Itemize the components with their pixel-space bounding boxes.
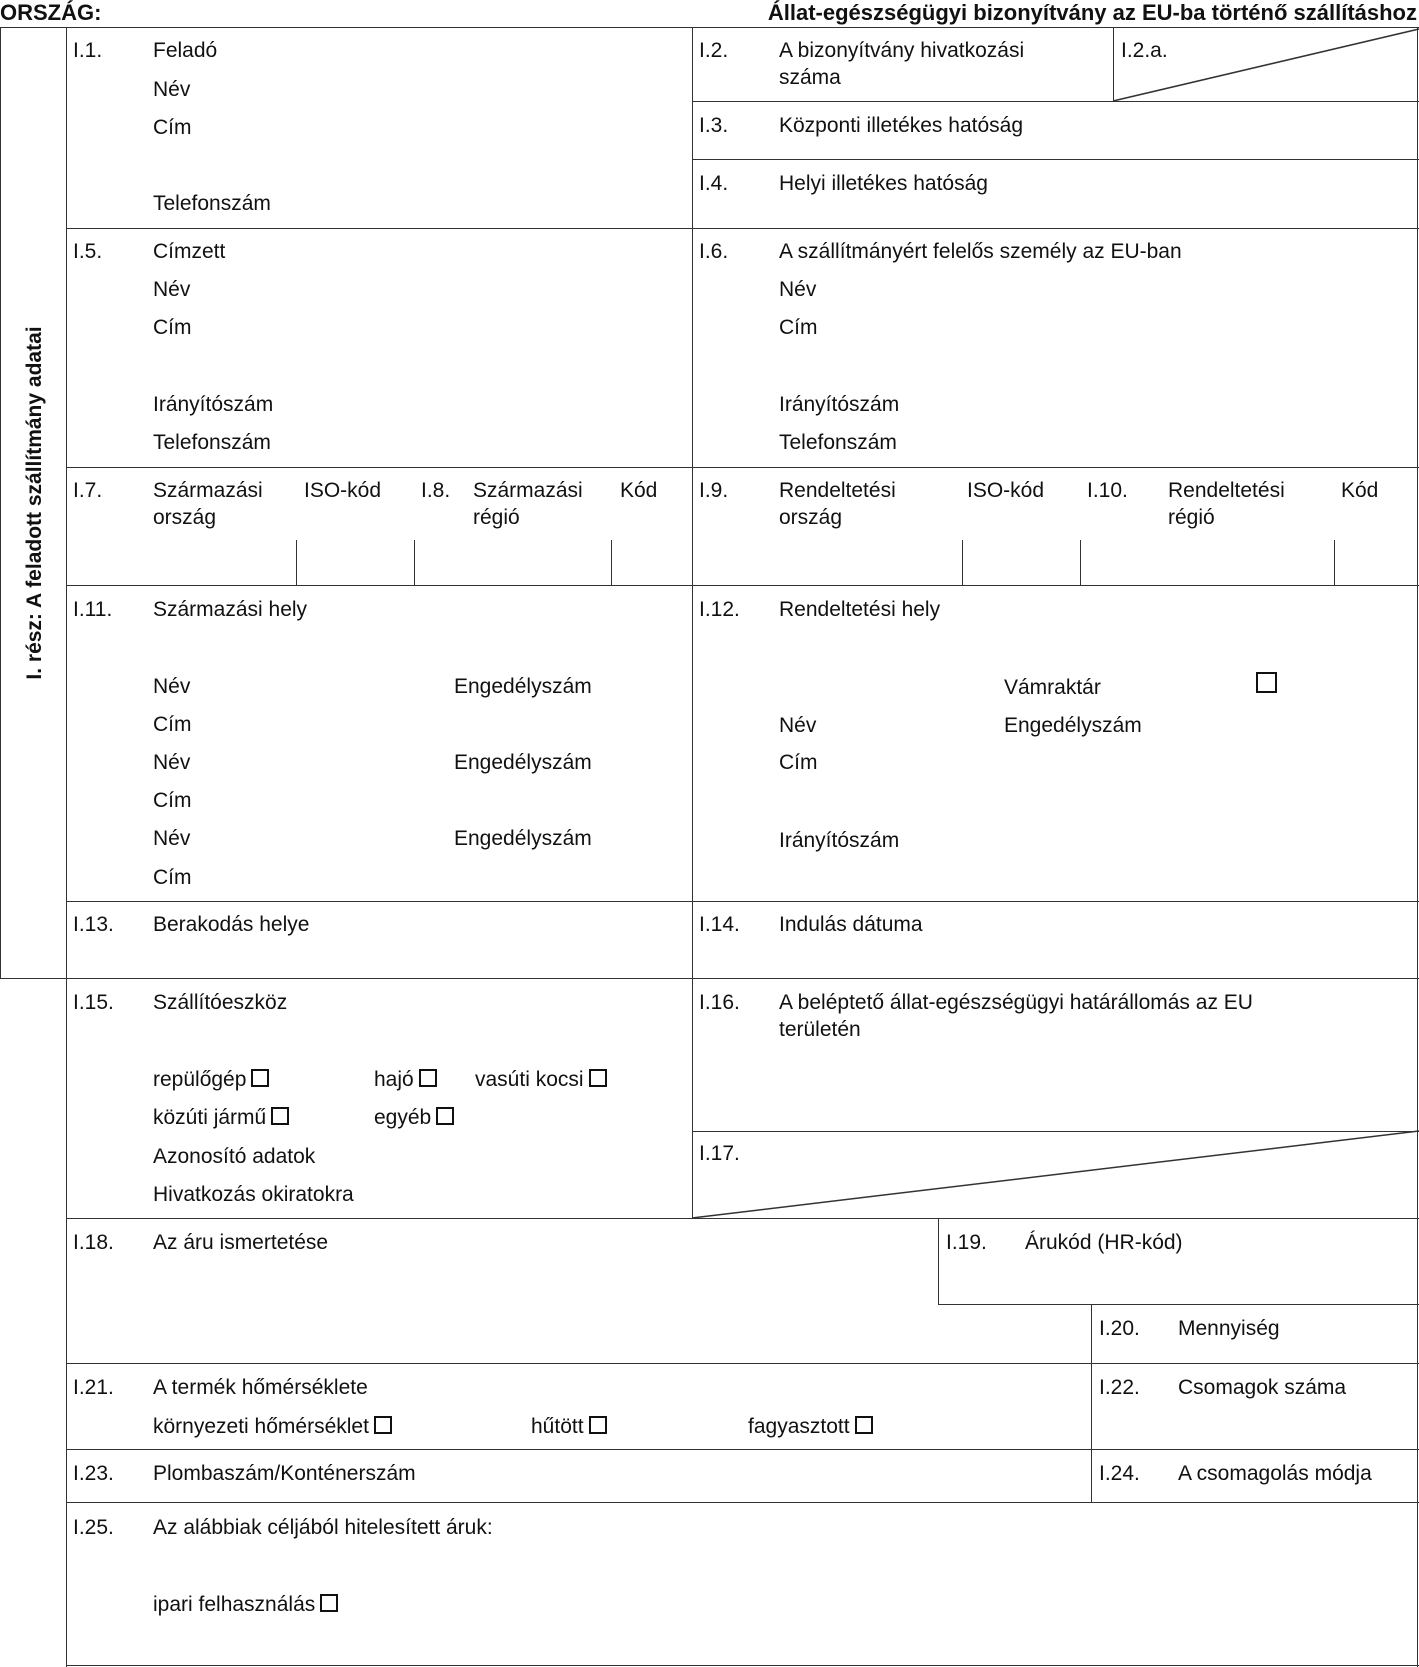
field-number: I.19. [946, 1231, 987, 1254]
option-road [153, 1105, 289, 1131]
license-label: Engedélyszám [454, 751, 592, 774]
field-title: A szállítmányért felelős személy az EU-ban [779, 240, 1182, 263]
railway-checkbox[interactable] [589, 1069, 607, 1087]
option-chilled [531, 1414, 607, 1440]
field-title: Szállítóeszköz [153, 991, 288, 1014]
field-number: I.13. [73, 913, 114, 936]
ship-label: hajó [374, 1068, 414, 1091]
phone-label: Telefonszám [153, 192, 271, 215]
field-number: I.1. [73, 39, 103, 62]
address-label: Cím [153, 866, 192, 889]
field-number: I.18. [73, 1231, 114, 1254]
option-frozen [748, 1414, 873, 1440]
field-title: Rendeltetési [779, 479, 896, 502]
postcode-label: Irányítószám [779, 393, 900, 416]
field-number: I.15. [73, 991, 114, 1014]
name-label: Név [153, 827, 191, 850]
postcode-label: Irányítószám [153, 393, 274, 416]
field-number: I.23. [73, 1462, 114, 1485]
phone-label: Telefonszám [779, 431, 897, 454]
field-number: I.22. [1099, 1376, 1140, 1399]
field-title: A termék hőmérséklete [153, 1376, 368, 1399]
road-vehicle-checkbox[interactable] [271, 1107, 289, 1125]
code-label: Kód [620, 479, 658, 502]
field-title: Az alábbiak céljából hitelesített áruk: [153, 1516, 493, 1539]
iso-code-label: ISO-kód [967, 479, 1045, 502]
address-label: Cím [779, 751, 818, 774]
address-label: Cím [153, 116, 192, 139]
frozen-label: fagyasztott [748, 1415, 850, 1438]
field-number: I.16. [699, 991, 740, 1014]
field-number: I.10. [1087, 479, 1128, 502]
field-number: I.2. [699, 39, 729, 62]
field-number: I.21. [73, 1376, 114, 1399]
name-label: Név [153, 78, 191, 101]
field-title: Rendeltetési [1168, 479, 1285, 502]
sidebar-section-label: I. rész: A feladott szállítmány adatai [23, 326, 46, 680]
code-divider [296, 540, 297, 585]
field-title: Rendeltetési hely [779, 598, 941, 621]
field-number: I.9. [699, 479, 729, 502]
field-title: Az áru ismertetése [153, 1231, 329, 1254]
license-label: Engedélyszám [1004, 714, 1142, 737]
field-title: Mennyiség [1178, 1317, 1280, 1340]
field-title-cont: ország [153, 506, 217, 529]
phone-label: Telefonszám [153, 431, 271, 454]
other-label: egyéb [374, 1106, 432, 1129]
field-title-cont: régió [473, 506, 520, 529]
frozen-checkbox[interactable] [855, 1416, 873, 1434]
field-title: Árukód (HR-kód) [1025, 1231, 1183, 1254]
field-title: A bizonyítvány hivatkozási [779, 39, 1025, 62]
field-number: I.2.a. [1121, 39, 1168, 62]
field-title: A csomagolás módja [1178, 1462, 1372, 1485]
code-label: Kód [1341, 479, 1379, 502]
option-industrial-use [153, 1592, 338, 1618]
field-number: I.11. [73, 598, 113, 621]
country-label: ORSZÁG: [0, 0, 102, 25]
field-number: I.5. [73, 240, 103, 263]
field-title-cont: ország [779, 506, 843, 529]
chilled-label: hűtött [531, 1415, 584, 1438]
i19-bottom [938, 1304, 1419, 1305]
other-checkbox[interactable] [436, 1107, 454, 1125]
field-number: I.14. [699, 913, 740, 936]
chilled-checkbox[interactable] [589, 1416, 607, 1434]
road-vehicle-label: közúti jármű [153, 1106, 267, 1129]
code-divider [1080, 540, 1081, 585]
field-title: Központi illetékes hatóság [779, 114, 1023, 137]
i19-left [938, 1218, 939, 1304]
address-label: Cím [153, 713, 192, 736]
airplane-checkbox[interactable] [251, 1069, 269, 1087]
field-number: I.17. [699, 1142, 740, 1165]
name-label: Név [153, 751, 191, 774]
option-ship [374, 1067, 437, 1093]
name-label: Név [779, 714, 817, 737]
i20-left [1091, 1304, 1092, 1502]
name-label: Név [153, 278, 191, 301]
option-railway [475, 1067, 607, 1093]
identification-label: Azonosító adatok [153, 1145, 316, 1168]
field-number: I.12. [699, 598, 740, 621]
field-title: Berakodás helye [153, 913, 310, 936]
customs-warehouse-label: Vámraktár [1004, 676, 1101, 699]
address-label: Cím [153, 789, 192, 812]
field-title: Helyi illetékes hatóság [779, 172, 988, 195]
option-airplane [153, 1067, 269, 1093]
address-label: Cím [153, 316, 192, 339]
field-number: I.20. [1099, 1317, 1140, 1340]
field-title: Származási [153, 479, 263, 502]
industrial-use-checkbox[interactable] [320, 1594, 338, 1612]
code-divider [611, 540, 612, 585]
option-other [374, 1105, 454, 1131]
ship-checkbox[interactable] [419, 1069, 437, 1087]
license-label: Engedélyszám [454, 827, 592, 850]
option-ambient [153, 1414, 392, 1440]
name-label: Név [779, 278, 817, 301]
field-number: I.8. [421, 479, 451, 502]
field-title-cont: területén [779, 1018, 861, 1041]
document-title: Állat-egészségügyi bizonyítvány az EU-ba történő szállításhoz [767, 0, 1417, 25]
address-label: Cím [779, 316, 818, 339]
license-label: Engedélyszám [454, 675, 592, 698]
postcode-label: Irányítószám [779, 829, 900, 852]
field-title: Csomagok száma [1178, 1376, 1347, 1399]
industrial-use-label: ipari felhasználás [153, 1593, 316, 1616]
railway-label: vasúti kocsi [475, 1068, 584, 1091]
ambient-checkbox[interactable] [374, 1416, 392, 1434]
airplane-label: repülőgép [153, 1068, 247, 1091]
field-number: I.3. [699, 114, 729, 137]
code-divider [962, 540, 963, 585]
field-title: A beléptető állat-egészségügyi határállomás az EU [779, 991, 1253, 1014]
field-title: Származási [473, 479, 583, 502]
field-number: I.7. [73, 479, 103, 502]
documents-label: Hivatkozás okiratokra [153, 1183, 354, 1206]
field-title-cont: száma [779, 66, 841, 89]
field-title: Plombaszám/Konténerszám [153, 1462, 416, 1485]
field-title: Indulás dátuma [779, 913, 923, 936]
field-title: Feladó [153, 39, 218, 62]
iso-code-label: ISO-kód [304, 479, 382, 502]
customs-warehouse-checkbox[interactable] [1256, 672, 1277, 693]
name-label: Név [153, 675, 191, 698]
ambient-label: környezeti hőmérséklet [153, 1415, 369, 1438]
field-title: Származási hely [153, 598, 308, 621]
field-number: I.4. [699, 172, 729, 195]
field-number: I.6. [699, 240, 729, 263]
field-number: I.25. [73, 1516, 114, 1539]
field-title: Címzett [153, 240, 226, 263]
code-divider [414, 540, 415, 585]
field-title-cont: régió [1168, 506, 1215, 529]
row-line [692, 1131, 1419, 1132]
code-divider [1334, 540, 1335, 585]
field-number: I.24. [1099, 1462, 1140, 1485]
